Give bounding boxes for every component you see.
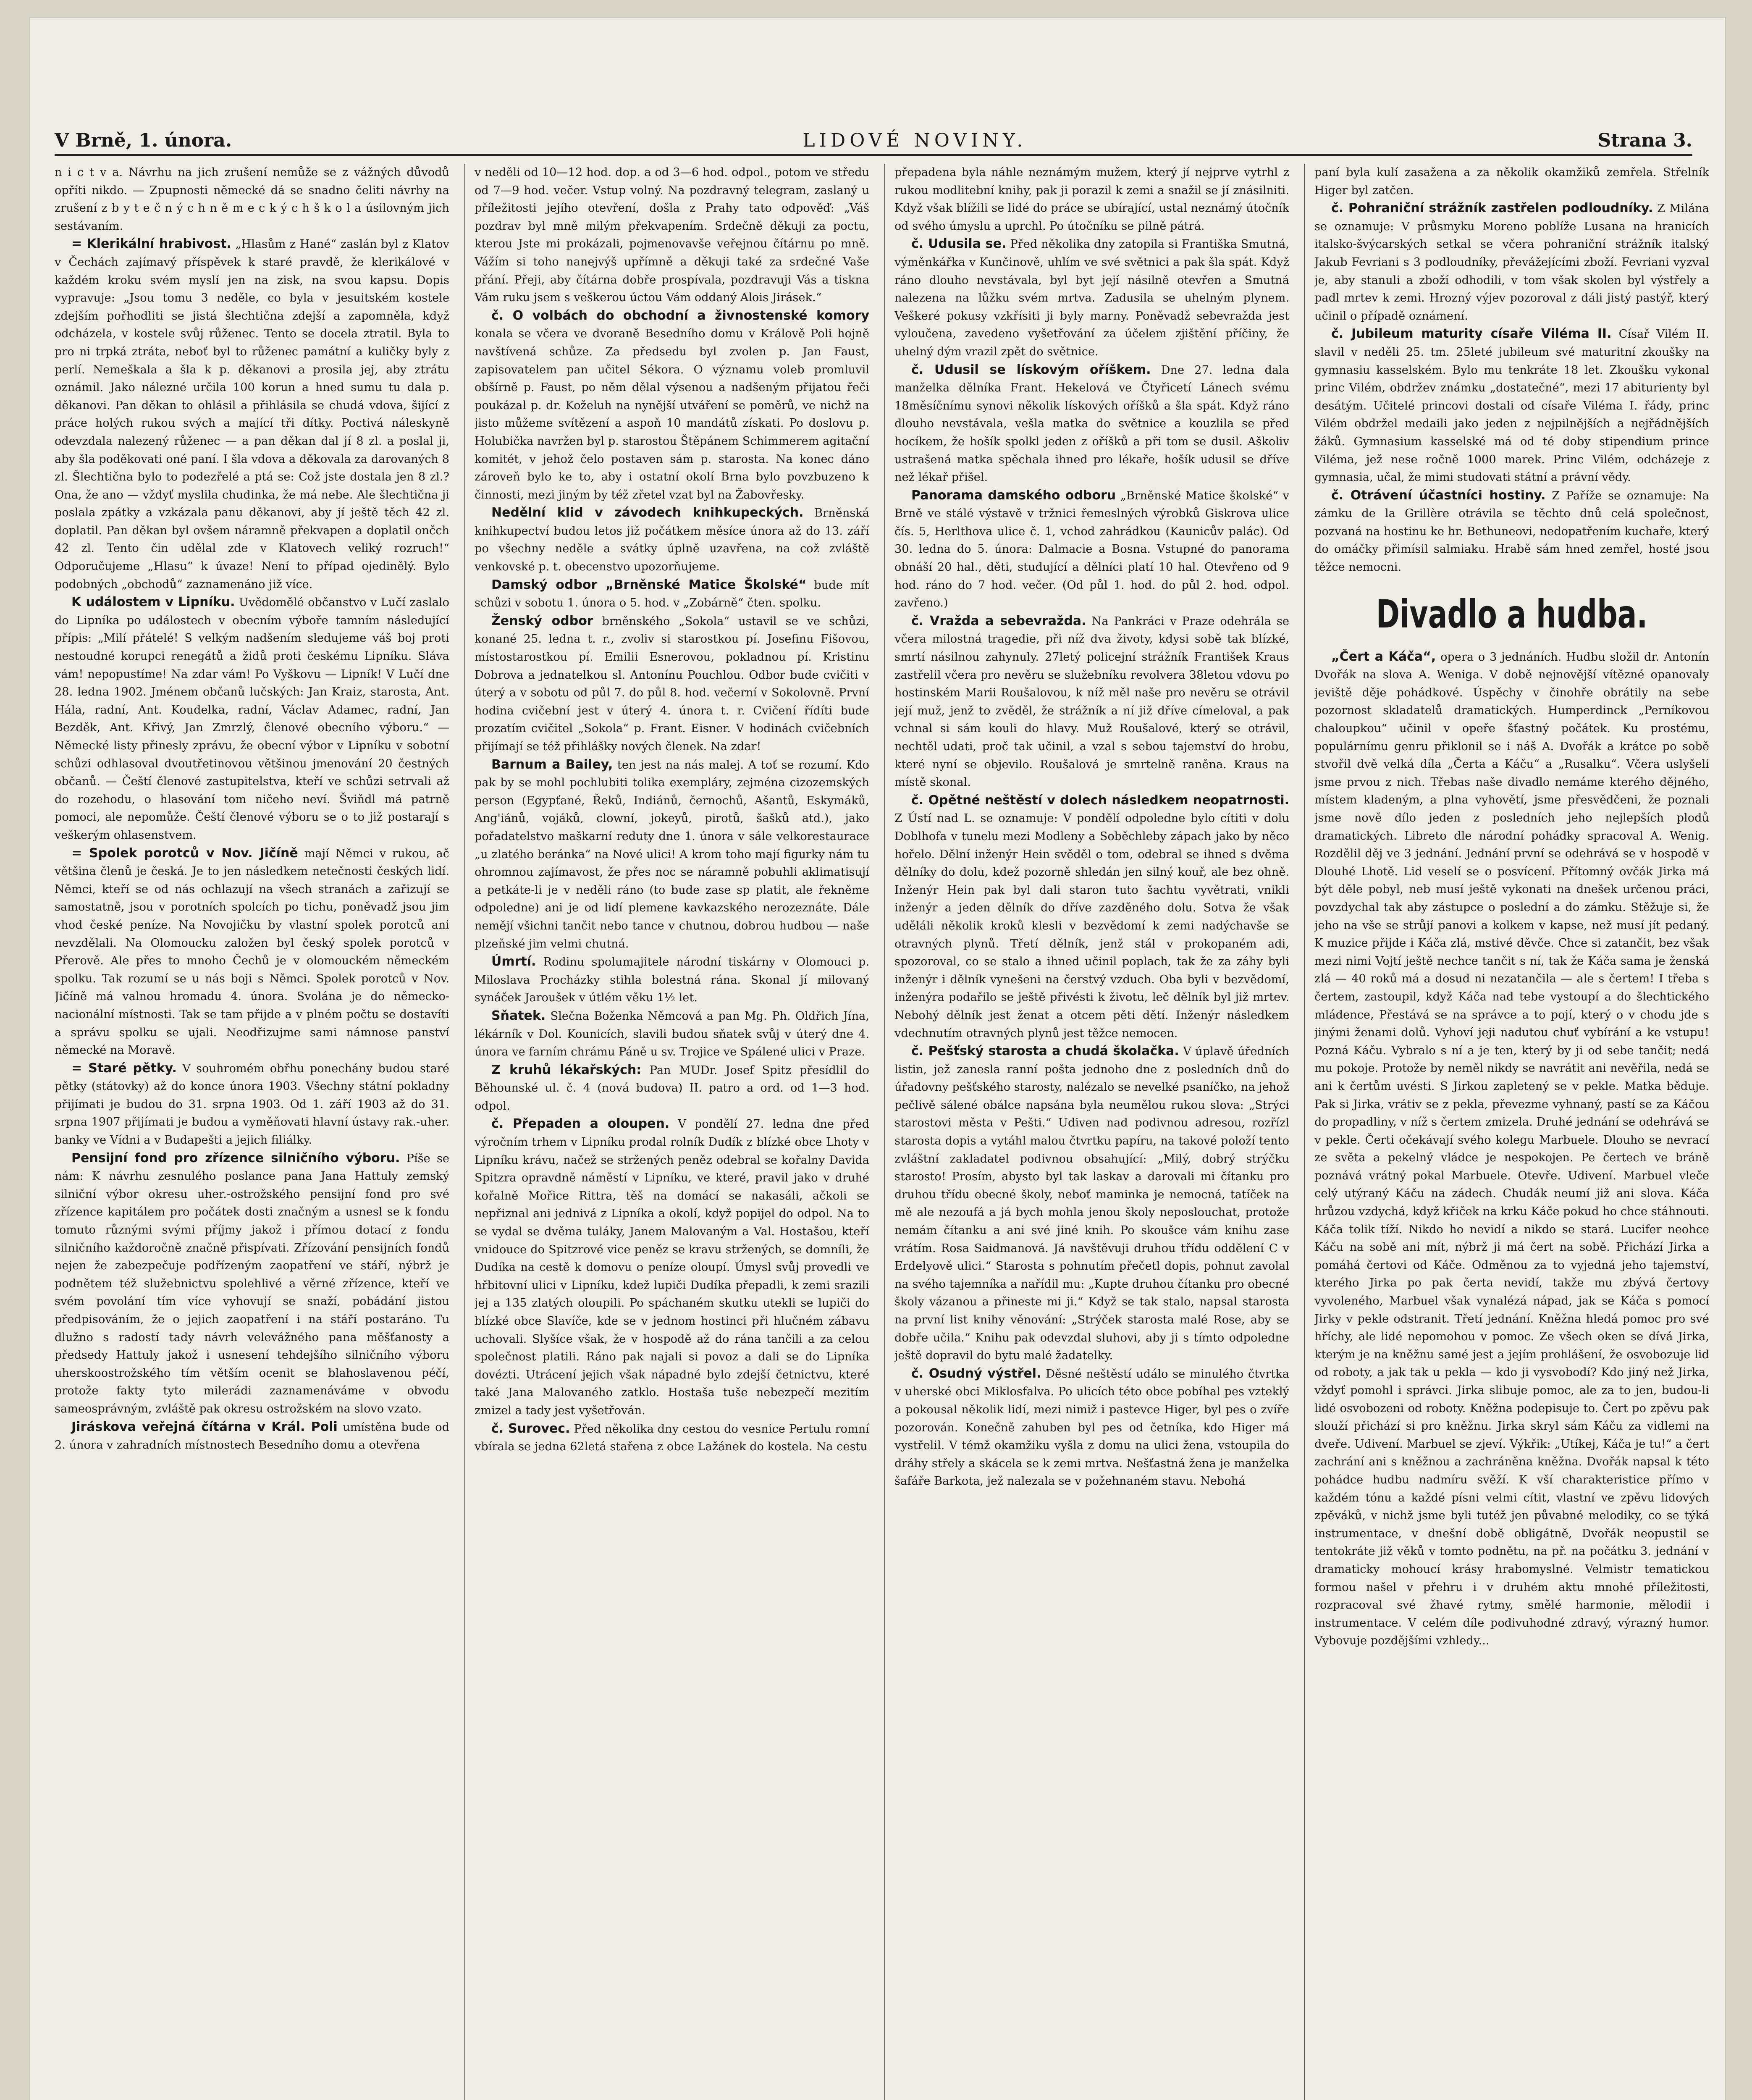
article-paragraph (1314, 487, 1709, 577)
section-heading: Divadlo a hudba. (1376, 591, 1648, 637)
article-paragraph (475, 307, 869, 504)
column-divider (1304, 164, 1305, 2100)
article-headline: č. Vražda a sebevražda. (911, 613, 1086, 628)
article-text: V pondělí 27. ledna dne před výročním trhem v Lipníku prodal rolník Dudík z blízké obce Lhoty v Lipníku krávu, načež se stržených peněz odebral se kořalny Davida Spitzra opravdně náměstí v Lipníku, ve které, pravil jako v druhé kořalně Mořice Rittra, těš na domácí se nakasáli, ačkoli se nepřiznal ani jednivá z Lipníka a okolí, když popijel do odpol. Na to se vydal se dvěma tuláky, Janem Malovaným a Val. Hostašou, kteří vnidouce do Spitzrové vice peněz se kravu stržených, se domníli, že Dudíka na cestě k domovu o peníze oloupí. Úmysl svůj provedli ve hřbitovní ulici v Lipníku, kdež lupiči Dudíka přepadli, k zemi srazili jej a 135 zlatých oloupili. Po spáchaném skutku utekli se lupiči do blízké obce Slavíče, kde se v jednom hostinci při hlučném zábavu uchovali. Slyšíce však, že v hospodě až do rána tančili a za celou společnost platili. Ráno pak najali si povoz a dali se do Lipníka dovézti. Utrácení jejich však nápadné bylo zdejší četnictvu, které také Jana Malovaného zatklo. Hostaša tuše nebezpečí mezitím zmizel a tady jest vyšetřován. (475, 1118, 869, 1417)
header-rule (55, 154, 1692, 156)
article-paragraph (475, 953, 869, 1007)
column-1 (55, 164, 449, 2100)
article-headline: K událostem v Lipníku. (71, 595, 235, 610)
article-text: ten jest na nás malej. A toť se rozumí. Kdo pak by se mohl pochlubiti tolika exempláry, zejména cizozemských person (Egypťané, Řeků, Indiánů, černochů, Ašantů, Eskymáků, Ang'iánů, vojáků, clowní, jokeyů, pirotů, šašků atd.), jako pořadatelstvo maškarní reduty dne 1. února v sále velkorestaurace „u zlatého beránka“ na Nové ulici! A krom toho mají figurky nám tu ohromnou zajímavost, že přes noc se náramně pobuhli aklimatisují a petkáte-li je v neděli ráno (to bude zase sp platit, ale řekněme odpoledne) ani je od lidí plemene kavkazského nerozeznáte. Dále nemějí všichni tančit nebo tance v chutnou, dobrou hudbou — naše plzeňské jim velmi chutná. (475, 758, 869, 950)
article-headline: č. Pohraniční strážník zastřelen podloudníky. (1331, 201, 1653, 216)
article-paragraph (894, 1042, 1289, 1365)
article-headline: č. Otrávení účastníci hostiny. (1331, 488, 1546, 503)
article-text: „Brněnské Matice školské“ v Brně ve stálé výstavě v tržnici řemeslných výrobků Giskrova ulice čís. 5, Herlthova ulice č. 1, vchod zahrádkou (Kaunicův palác). Od 30. ledna do 5. února: Dalmacie a Bosna. Vstupné do panorama obnáší 20 hal., děti, studující a dělníci platí 10 hal. Otevřeno od 9 hod. ráno do 7 hod. večer. (Od půl 1. hod. do půl 2. hod. odpol. zavřeno.) (894, 489, 1289, 610)
article-paragraph (55, 1060, 449, 1150)
article-text: Brněnská knihkupectví budou letos již počátkem měsíce února až do 13. září po všechny neděle a svátky úplně uzavřena, na což zvláště venkovské p. t. obecenstvo upozorňujeme. (475, 507, 869, 574)
article-headline: = Staré pětky. (71, 1060, 177, 1076)
header-date: V Brně, 1. února. (55, 130, 232, 151)
article-paragraph (894, 164, 1289, 235)
article-headline: č. Osudný výstřel. (911, 1366, 1041, 1381)
article-headline: Úmrtí. (491, 954, 536, 969)
article-headline: č. Přepaden a oloupen. (491, 1116, 670, 1131)
article-text: Dne 27. ledna dala manželka dělníka Frant. Hekelová ve Čtyřicetí Lánech svému 18měsíčnímu synovi několik lískových oříšků a šla spát. Když ráno dlouho nevstávala, vešla matka do světnice a kouzlila se před hocíkem, že hošík spolkl jeden z oříšků a při tom se dusil. Aškoliv ustrašená matka spěchala ihned pro lékaře, hošík udusil se dříve než lékař přišel. (894, 363, 1289, 484)
article-paragraph (1314, 200, 1709, 325)
article-headline: č. Surovec. (491, 1421, 570, 1436)
article-text: Slečna Boženka Němcová a pan Mg. Ph. Oldřich Jína, lékárník v Dol. Kounicích, slavili budou sňatek svůj v úterý dne 4. února ve farním chrámu Páně u sv. Trojice ve Spálené ulici v Praze. (475, 1009, 869, 1059)
newspaper-title: LIDOVÉ NOVINY. (803, 130, 1027, 151)
article-paragraph (894, 487, 1289, 612)
article-headline: Ženský odbor (491, 613, 593, 628)
article-headline: č. Opětné neštěstí v dolech následkem neopatrnosti. (911, 793, 1289, 808)
column-4 (1314, 164, 1709, 2100)
article-text: Před několika dny cestou do vesnice Pertulu romní vbírala se jedna 62letá stařena z obce Lažánek do kostela. Na cestu (475, 1422, 869, 1454)
article-headline: Panorama damského odboru (911, 488, 1116, 503)
article-text: V souhromém obřhu ponechány budou staré pětky (státovky) až do konce února 1903. Všechny státní pokladny přijímati je budou do 31. srpna 1903. Od 1. září 1903 až do 31. srpna 1907 přijímati je budou a vyměňovati hlavní ústavy rak.-uher. banky ve Vídni a v Budapešti a jejich filiálky. (55, 1062, 449, 1147)
article-paragraph (475, 1115, 869, 1420)
article-headline: „Čert a Káča“, (1331, 649, 1436, 664)
article-text: Z Paříže se oznamuje: Na zámku de la Grillère otrávila se těchto dnů celá společnost, pozvaná na hostinu ke hr. Bethuneovi, nedopatřením kuchaře, který do omáčky přimísil salmiaku. Hrabě sám hned zemřel, hosté jsou těžce nemocni. (1314, 489, 1709, 574)
article-headline: Nedělní klid v závodech knihkupeckých. (491, 505, 804, 520)
article-text: mají Němci v rukou, ač většina členů je česká. Je to jen následkem netečnosti českých lidí. Němci, kteří se od nás ochlazují na všech stranách a zařizují se samostatně, jsou v porotních spolcích po tichu, poněvadž jsou jim vhod české peníze. Na Novojičku by vlastní spolek porotců ani nevzdělali. Na Olomoucku založen byl český spolek porotců v Přerově. Ale přes to mnoho Čechů je v olomouckém německém spolku. Tak rozumí se u nás boji s Němci. Spolek porotců v Nov. Jičíně má valnou hromadu 4. února. Svolána je do německo-nacionální místnosti. Tak se tam přijde a v plném počtu se dostavíti a správu spolku se ujali. Neodřizujme sami námnose panství německé na Moravě. (55, 847, 449, 1057)
article-text: brněnského „Sokola“ ustavil se ve schůzi, konané 25. ledna t. r., zvoliv si starostkou pí. Josefinu Fišovou, místostarostkou pí. Emilii Esnerovou, pokladnou pí. Kristinu Dobrova a jednatelkou sl. Antonínu Pouchlou. Odbor bude cvičiti v úterý a v sobotu od půl 7. do půl 8. hod. večerní v Sokolovně. První hodina cvičební jest v úterý 4. února t. r. Cvičení řídíti bude prozatím cvičitel „Sokola“ p. Frant. Eisner. V hodinách cvičebních přijímají se též přihlášky nových členek. Na zdar! (475, 614, 869, 753)
article-paragraph (475, 504, 869, 576)
article-text: Na Pankráci v Praze odehrála se včera milostná tragedie, při níž dva životy, kdysi sobě tak blízké, smrtí násilnou zahynuly. 27letý policejní strážník František Kraus zastřelil včera pro nevěru se služebníku revolvera 38letou vdovu po hostinském Marii Roušalovou, k níž měl naše pro nevěru se otrávil její muž, jenž to zvěděl, že strážník a ní již dříve címeloval, a pak vchnal si sám kouli do hlavy. Muž Roušalové, který se otrávil, nechtěl udati, proč tak učinil, a vzal s sebou tajemství do hrobu, které nyní se objevilo. Roušalová je smrtelně raněna. Kraus na místě skonal. (894, 614, 1289, 789)
article-headline: Jiráskova veřejná čítárna v Král. Poli (71, 1419, 338, 1434)
article-text: „Hlasům z Hané“ zaslán byl z Klatov v Čechách zajímavý příspěvek k staré pravdě, že klerikálové v každém kroku svém myslí jen na zisk, na svou kapsu. Dopis vypravuje: „Jsou tomu 3 neděle, co byla v jesuitském kostele zdejším pořhodliti se jistá šlechtična zdejší a zapomněla, když odcházela, v kostele svůj růženec. Tento se docela ztratil. Byla to pro ni trpká ztráta, neboť byl to růženec památní a kuličky byly z perlí. Nemeškala a šla k p. děkanovi a prosila jej, aby ztrátu oznámil. Jako nálezné určila 100 korun a hned sumu tu dala p. děkanovi. Pan děkan to ohlásil a přihlásila se chudá vdova, šijící z práce holých rukou svých a mající tři dítky. Poctivá náleskyně odevzdala nalezený růženec — a pan děkan dal jí 8 zl. a poslal ji, aby šla poděkovati oné paní. I šla vdova a děkovala za darovaných 8 zl. Šlechtična bylo to podezřelé a ptá se: Což jste dostala jen 8 zl.? Ona, že ano — vždyť myslila chudinka, že má nebe. Ale šlechtična ji poslala zpátky a vzkázala panu děkanovi, aby jí ještě těch 42 zl. doplatil. Pan děkan byl ovšem náramně překvapen a doplatil ončch 42 zl. Tento čin udělal zde v Klatovech veliký rozruch!“ Odporučujeme „Hlasu“ k úvaze! Není to případ ojedinělý. Bylo podobných „obchodů“ zaznamenáno již více. (55, 238, 449, 591)
article-headline: Damský odbor „Brněnské Matice Školské“ (491, 577, 807, 592)
article-paragraph (475, 756, 869, 953)
column-3 (894, 164, 1289, 2100)
article-paragraph (55, 164, 449, 235)
article-paragraph (894, 612, 1289, 792)
article-text: Pan MUDr. Josef Spitz přesídlil do Běhounské ul. č. 4 (nová budova) II. patro a ord. od 1—3 hod. odpol. (475, 1063, 869, 1113)
article-paragraph (55, 235, 449, 593)
column-divider (464, 164, 465, 2100)
article-text: umístěna bude od 2. února v zahradních místnostech Besedního domu a otevřena (55, 1420, 449, 1452)
article-paragraph (55, 593, 449, 844)
article-paragraph (1314, 648, 1709, 1650)
article-text: opera o 3 jednáních. Hudbu složil dr. Antonín Dvořák na slova A. Weniga. V době nejnovější vítězné opanovaly jeviště děje pohádkové. Úspěchy v činohře obrátily na sebe pozornost skladatelů dramatických. Humperdinck „Perníkovou chaloupkou“ učinil v opeře šťastný počátek. Ku prostému, populárnímu genru přiklonil se i náš A. Dvořák a krátce po sobě stvořil dvě velká díla „Čerta a Káču“ a „Rusalku“. Včera uslyšeli jsme prvou z nich. Třebas naše divadlo nemáme kterého dějného, místem kladeným, a plna vyhovětí, jsme přesvědčeni, že poznali jsme nově dílo jeden z posledních jeho nejlepších plodů dramatických. Libreto dle národní pohádky spracoval A. Wenig. Rozdělil děj ve 3 jednání. Jednání první se odehrává se v hospodě v Dlouhé Lhotě. Lid veselí se o posvícení. Přítomný ovčák Jirka má být děle pobyl, neb musí ještě vykonati na dnešek určenou práci, povzdychal tak aby zástupce o poslední a do zámku. Stěžuje si, že jeho na vše se strůjí panovi a kolkem v kapse, než musí jít pedaný. K muzice přijde i Káča zlá, mstivé děvče. Chce si zatančit, bez však mezi nimi Vojtí ještě nechce tančit s ní, tak že Káča sama je ženská zlá — 40 roků má a dosud ni nezatančila — ale s čertem! I třeba s čertem, zastoupil, když Káča nad tebe vystoupí a do šlechtického mládence, Přestává se na správce a to pojí, který o v chodu jde s jinými ženami dolů. Vyhoví jeji nadutou chuť vybírání a ke vstupu! Pozná Káču. Vybralo s ní a je ten, který by ji od sebe tančit; nedá mu pokoje. Protože by neměl nikdy se navrátit ani nevěřila, nedá se ani k čertům uvésti. S Jirkou zapletený se v pekle. Matka běduje. Pak si Jirka, vrátiv se z pekla, převezme vyhnaný, pastí se za Káčou do propadliny, v níž s čertem zmizela. Druhé jednání se odehrává se v pekle. Čerti očekávají svého kolegu Marbuele. Dlouho se nevrací ze světa a pekelný vládce je nespokojen. Pe čertech ve bráně poznává vrátný pokal Marbuele. Otevře. Udivení. Marbuel vleče celý utýraný Káču na zádech. Chudák neumí již ani slova. Káča hrůzou vzdychá, když křiček na krku Káče pokud ho chce stáhnouti. Káča tolik tíží. Nikdo ho nevidí a nikdo se stará. Lucifer neohce Káču na sobě ani mít, nýbrž ji má čert na sobě. Přichází Jirka a pomáhá čertovi od Káče. Odměnou za to vyjedná jeho tajemství, kterého Jirka po pak čerta nevidí, takže mu zbývá čertovy vyvoleného, Marbuel však vynalézá nápad, jak se Káča s pomocí Jirky v pekle odstranit. Třetí jednání. Kněžna hledá pomoc pro své hříchy, ale lidé nepomohou v pomoc. Ze všech oken se dívá Jirka, kterým je na kněžnu samé jest a jejím prohlášení, že osvobozuje lid od roboty, a jak tak u pekla — kdo ji vysvobodí? Kdo jiný než Jirka, vždyť pomohl i správci. Jirka slibuje pomoc, ale za to jen, budou-li lidé osvobozeni od roboty. Kněžna podepisuje to. Čert po zpěvu pak slouží přichází si pro kněžnu. Jirka skryl sám Káču za vidlemi na dveře. Udivení. Marbuel se zjeví. Výkřik: „Utíkej, Káča je tu!“ a čert zachrání ani s kněžnou a zachráněna kněžna. Dvořák napsal k této pohádce hudbu nadmíru svěží. K vší charakteristice přímo v každém tónu a každé písni velmi cítit, vlastní ve zpěvu lidových zpěváků, v nichž jsme byli tutéž jen půvabné melodiky, co se týká instrumentace, v dnešní době obligátně, Dvořák neopustil se tentokráte již věků v tomto podnětu, na př. na počátku 3. jednání v dramaticky mohoucí krásy hrabomyslné. Velmistr tematickou formou našel v přehru i v druhém aktu mnohé příležitosti, rozpracoval své žhavé rytmy, smělé harmonie, mělodii i instrumentace. V celém díle podivuhodné zdravý, výrazný humor. Vybovuje pozdějšími vzhledy... (1314, 650, 1709, 1648)
article-paragraph (894, 792, 1289, 1042)
article-paragraph (55, 1150, 449, 1418)
article-headline: č. Pešťský starosta a chudá školačka. (911, 1044, 1179, 1059)
article-headline: č. Jubileum maturity císaře Viléma II. (1331, 326, 1612, 341)
article-paragraph (475, 576, 869, 612)
article-paragraph (1314, 325, 1709, 486)
article-paragraph (475, 1420, 869, 1456)
article-headline: č. Udusil se lískovým oříškem. (911, 362, 1151, 377)
column-divider (884, 164, 885, 2100)
article-paragraph (894, 361, 1289, 487)
article-paragraph (475, 1007, 869, 1061)
article-text: Píše se nám: K návrhu zesnulého poslance pana Jana Hattuly zemský silniční výbor okresu uher.-ostrožského pensijní fond pro své zřízence kapitálem pro počátek dosti značným a usnesl se k fondu tomuto různými svými příjmy jakož i přímou dotací z fondu silničního každoročně značně přispívati. Zřízování pensijních fondů nejen že zabezpečuje podřízeným zaopatření ve stáří, nýbrž je podnětem též služebnictvu spolehlivé a věrné zřízence, kteří ve svém povolání tím více vyhovují se snaží, pobádání jistou předpisováním, že o jejich zaopatření i na stáří postaráno. Tu dlužno s radostí tady návrh velevážného pana měšťanosty a předsedy Hattuly jakož i usnesení tehdejšího silničního výboru uherskoostrožského tím větším ocenit se blahoslavenou péčí, protože fakty tyto milerádi zaznamenáváme v obvodu sameosprávným, zvláště pak okresu ostrožském na slovo vzato. (55, 1152, 449, 1415)
column-2 (475, 164, 869, 2100)
article-text: n i c t v a. Návrhu na jich zrušení nemůže se z vážných důvodů opříti nikdo. — Zpupnosti německé dá se snadno čeliti návrhy na zrušení z b y t e č n ý c h n ě m e c k ý c h š k o l a úsilovným jich sestávaním. (55, 166, 449, 233)
header-page-number: Strana 3. (1597, 130, 1692, 151)
article-text: Uvědomělé občanstvo v Lučí zaslalo do Lipníka po událostech v obecním výboře tamním následující přípis: „Milí přátelé! S velkým nadšením sledujeme váš boj proti nestoudné korupci renegátů a židů proti českému Lipníku. Sláva vám! nepopustíme! Na zdar vám! Po Vyškovu — Lipník! V Lučí dne 28. ledna 1902. Jménem občanů lučských: Jan Kraiz, starosta, Ant. Hála, radní, Ant. Koudelka, radní, Václav Adamec, radní, Jan Bezděk, Ant. Křivý, Jan Zmrzlý, členové obecního výboru.“ — Německé listy přinesly zprávu, že obecní výbor v Lipníku v sobotní schůzi odhlasoval dvoutřetinovou většinou jmenování 20 čestných občanů. — Čeští členové zastupitelstva, kteří ve schůzi setrvali až do rozehodu, o hlasování tom ničeho neví. Šviňdl má patrně pomoci, ale nepomůže. Čeští členové výboru se o to již postarají s veškerým ohlasenstvem. (55, 596, 449, 842)
newspaper-page (29, 17, 1726, 2100)
article-text: konala se včera ve dvoraně Besedního domu v Králově Poli hojně navštívená schůze. Za předsedu byl zvolen p. Jan Faust, zapisovatelem pan učitel Sékora. O významu voleb promluvil obšírně p. Faust, po něm dělal výsenou a nadšeným přijatou řeči poukázal p. dr. Koželuh na nynější utváření se poměrů, ve nichž na jisto můžeme svítězení a aspoň 10 mandátů získati. Po doslovu p. Holubička navržen byl p. starostou Štěpánem Schimmerem agitační komitét, v jehož čelo postaven sám p. starosta. Na konec dáno zároveň bylo ke to, aby i ostatní okolí Brna bylo povzbuzeno k činnosti, mezi jiným by též zřetel vzat byl na Žabovřesky. (475, 327, 869, 501)
article-text: paní byla kulí zasažena a za několik okamžiků zemřela. Střelník Higer byl zatčen. (1314, 166, 1709, 197)
article-headline: č. Udusila se. (911, 236, 1007, 252)
article-paragraph (894, 1365, 1289, 1491)
article-headline: Barnum a Bailey, (491, 757, 613, 772)
article-text: V úplavě úředních listin, jež zanesla ranní pošta jednoho dne z posledních dnů do úřadovny pešťského starosty, nalézalo se nevelké psaníčko, na jehož pečlivě sálené obálce napsána byla neumělou rukou slova: „Strýci starostovi města v Pešti.“ Udiven nad podivnou adresou, rozřízl starosta dopis a vytáhl malou čtvrtku papíru, na takové položí tento zvláštní zakladatel podivnou obsahující: „Milý, dobrý strýčku starosto! Prosím, abysto byl tak laskav a darovali mi čítanku pro druhou třídu obecné školy, neboť maminka je nemocná, tatíček na mě ale nezoufá a já bych mohla jenou školy neposlouchat, protože nemám čítanku a ani své jiné knih. Po skoušce vám knihu zase vrátím. Rosa Saidmanová. Já navštěvuji druhou třídu oddělení C v Erdelyově ulici.“ Starosta s pohnutím přečetl dopis, pohnut zavolal na svého tajemníka a nařídil mu: „Kupte druhou čítanku pro obecné školy vázanou a přineste mi ji.“ Když se tak stalo, napsal starosta na první list knihy věnování: „Strýček starosta malé Rose, aby se dobře učila.“ Knihu pak odevzdal sluhovi, aby ji s tímto odpoledne ještě dopravil do bytu malé žadatelky. (894, 1045, 1289, 1362)
page-header (55, 126, 1692, 151)
article-paragraph (475, 612, 869, 756)
article-headline: Z kruhů lékařských: (491, 1062, 642, 1077)
article-text: bude mít schůzi v sobotu 1. února o 5. hod. v „Zobárně“ čten. spolku. (475, 578, 869, 610)
article-text: Z Milána se oznamuje: V průsmyku Moreno poblíže Lusana na hranicích italsko-švýcarských setkal se včera pohraniční strážník italský Jakub Fevriani s 3 podloudníky, převážejícími zboží. Fevriani vyzval je, aby stanuli a zboží odhodili, v tom však skolen byl výstřely a padl mrtev k zemi. Hrozný výjev pozoroval z dáli jistý pastýř, který učinil o případě oznámení. (1314, 202, 1709, 323)
article-text: Z Ústí nad L. se oznamuje: V pondělí odpoledne bylo cítiti v dolu Doblhofa v tunelu mezi Modleny a Soběchleby zápach jako by něco hořelo. Dělní inženýr Hein svěděl o tom, odebral se ihned s dvěma dělníky do dolu, kdež pozorně shledán jen silný kouř, ale bez ohně. Inženýr Hein pak byl dali staron tuto šachtu vyvětrati, vnikli inženýr a jeden dělník do dříve zazděného dolu. Sotva že však uděláli několik kroků klesli v bezvědomí k zemi nadýchavše se otravných plynů. Třetí dělník, jenž stál v prokopaném adi, spozoroval, co se stalo a ihned učinil poplach, tak že za záhy byli inženýr i dělník vynešeni na čerstvý vzduch. Oba byli v bezvědomí, inženýra podařilo se ještě přivésti k životu, leč dělník byl již mrtev. Nebohý dělník jest ženat a otcem pěti dětí. Inženýr následkem vdechnutím otravných plynů jest těžce nemocen. (894, 812, 1289, 1040)
article-headline: č. O volbách do obchodní a živnostenské komory (491, 308, 869, 323)
article-text: Rodinu spolumajitele národní tiskárny v Olomouci p. Miloslava Procházky stihla bolestná rána. Skonal jí milovaný synáček Jaroušek v útlém věku 1½ let. (475, 956, 869, 1005)
article-text: Děsné neštěstí událo se minulého čtvrtka v uherské obci Miklosfalva. Po ulicích této obce pobíhal pes vzteklý a pokousal několik lidí, mezi nimiž i pastevce Higer, byl pes o zvíře pozorován. Konečně zahuben byl pes od četníka, kdo Higer má vystřelil. V témž okamžiku vyšla z domu na ulici žena, vstoupila do dráhy střely a skácela se k zemi mrtva. Nešťastná žena je manželka šafáře Barkota, jež nalezala se v požehnaném stavu. Nebohá (894, 1367, 1289, 1488)
article-paragraph (475, 164, 869, 307)
article-paragraph (475, 1061, 869, 1116)
article-headline: = Spolek porotců v Nov. Jičíně (71, 845, 298, 861)
article-paragraph (894, 235, 1289, 361)
article-text: Před několika dny zatopila si Františka Smutná, výměnkářka v Kunčinově, uhlím ve své světnici a pak šla spát. Když ráno dlouho nevstávala, byl byt její násilně otevřen a Smutná nalezena na lůžku svém mrtva. Zadusila se uhelným plynem. Veškeré pokusy vzkřísiti ji byly marny. Poněvadž sebevražda jest vyloučena, zavedeno vyšetřování za účelem zjištění příčiny, že uhelný dým vrazil zpět do světnice. (894, 238, 1289, 358)
article-headline: Sňatek. (491, 1008, 546, 1023)
article-headline: = Klerikální hrabivost. (71, 236, 231, 252)
article-headline: Pensijní fond pro zřízence silničního výboru. (71, 1150, 400, 1166)
article-paragraph (55, 1418, 449, 1454)
article-paragraph (1314, 164, 1709, 200)
article-text: v neděli od 10—12 hod. dop. a od 3—6 hod. odpol., potom ve středu od 7—9 hod. večer. Vstup volný. Na pozdravný telegram, zaslaný u příležitosti jejího otevření, došla z Prahy tato odpověď: „Váš pozdrav byl mně milým překvapením. Srdečně děkuji za poctu, kterou Jste mi prokázali, pojmenovavše veřejnou čítárnu po mně. Vážím si toho nanejvýš upřímně a děkuji také za srdečné Vaše přání. Přeji, aby čítárna dobře prospívala, pozdravuji Vás a tiskna Vám ruku jsem s veškerou úctou Vám oddaný Alois Jirásek.“ (475, 166, 869, 304)
article-text: Císař Vilém II. slavil v neděli 25. tm. 25leté jubileum své maturitní zkoušky na gymnasiu kasselském. Bylo mu tenkráte 18 let. Zkoušku vykonal princ Vilém, obdržev známku „dostatečné“, mezi 17 abiturienty byl desátým. Učitelé princovi dostali od císaře Viléma I. řády, princ Vilém obdržel medaili jako jeden z nejpilnějších a nejřádnějších žáků. Gymnasium kasselské má od té doby stipendium prince Viléma, jež nese ročně 1000 marek. Princ Vilém, odcházeje z gymnasia, učal, že mimi studovati státní a právní vědy. (1314, 328, 1709, 484)
article-text: přepadena byla náhle neznámým mužem, který jí nejprve vytrhl z rukou modlitební knihy, pak ji porazil k zemi a snažil se jí znásilniti. Když však blížili se lidé do práce se ubírající, ustal neznámý útočník od svého úmyslu a uprchl. Po útočníku se pilně pátrá. (894, 166, 1289, 233)
article-paragraph (55, 845, 449, 1060)
